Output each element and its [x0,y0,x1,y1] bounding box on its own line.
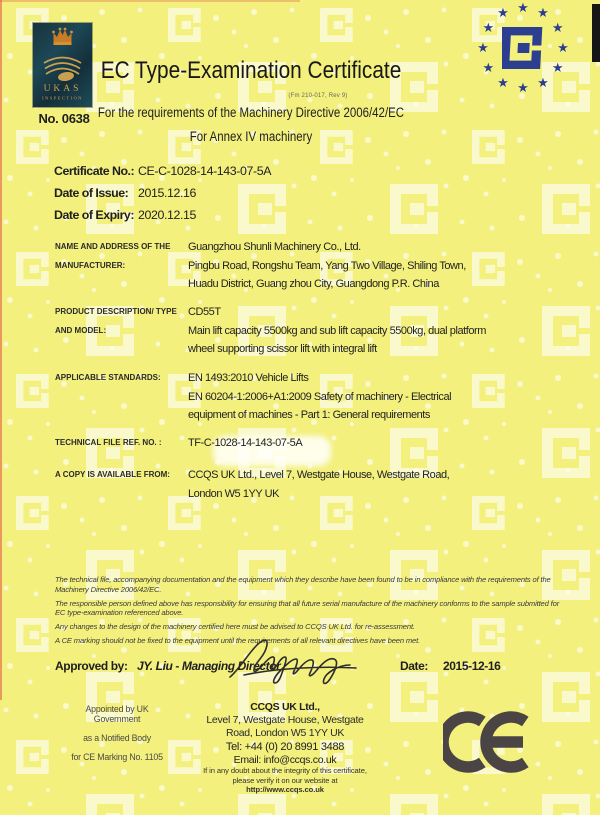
svg-text:INSPECTION: INSPECTION [42,95,83,101]
issuer-contact-block [160,701,410,795]
form-revision-note: (Fm 210-017, Rev 9) [288,93,348,99]
scan-corner-strip [592,4,600,62]
copy-available-label: A COPY IS AVAILABLE FROM: [55,470,170,479]
manufacturer-section [55,238,555,294]
copy-available-value: CCQS UK Ltd., Level 7, Westgate House, Westgate Road, London W5 1YY UK [188,469,450,500]
manufacturer-label: NAME AND ADDRESS OF THE MANUFACTURER: [55,242,171,270]
eu-star-icon: ★ [517,0,529,15]
eu-star-icon: ★ [517,80,529,95]
notified-body-note: Appointed by UK Government as a Notified Body for CE Marking No. 1105 [71,704,163,762]
ce-mark-icon [443,706,539,776]
certificate-number-value: CE-C-1028-14-143-07-5A [138,164,272,178]
eu-star-icon: ★ [497,5,509,21]
manufacturer-value: Guangzhou Shunli Machinery Co., Ltd. Pingbu Road, Rongshu Team, Yang Two Village, Shiling Town, Huadu District, Guang zhou City, Guangdong P.R. China [188,241,466,290]
eu-star-icon: ★ [477,40,489,55]
certificate-number-row [54,164,474,178]
eu-star-icon: ★ [551,20,564,35]
ukas-eye-icon [44,58,81,75]
product-description-label: PRODUCT DESCRIPTION/ TYPE AND MODEL: [55,307,177,335]
crown-icon [52,28,73,45]
certificate-number-label: Certificate No.: [54,164,135,178]
ukas-badge-art [33,23,92,107]
date-of-issue-label: Date of Issue: [54,186,129,200]
technical-file-label: TECHNICAL FILE REF. NO. : [55,438,162,447]
issuer-name: CCQS UK Ltd., [250,701,320,713]
legal-paragraph-responsibility: The responsible person defined above has responsibility for ensuring that all future serial manufacture of the machinery conforms to the sample submitted for EC type-examination referenced above. [55,598,560,618]
legal-paragraph-ce-marking: A CE marking should not be fixed to the equipment until the requirements of all relevant directives have been met. [55,636,421,646]
issuer-address-line1: Level 7, Westgate House, Westgate [206,714,364,726]
eu-star-icon: ★ [537,5,549,21]
ccqs-e-logo-icon [502,25,544,71]
eu-star-icon: ★ [557,40,569,55]
technical-file-section [55,434,555,453]
issuer-phone: Tel: +44 (0) 20 8991 3488 [225,741,345,753]
applicable-standards-value: EN 1493:2010 Vehicle Lifts EN 60204-1:2006+A1:2009 Safety of machinery - Electrical equipment of machines - Part 1: General requirements [188,372,452,421]
directive-subtitle: For the requirements of the Machinery Directive 2006/42/EC [97,105,405,120]
eu-star-icon: ★ [482,20,495,35]
legal-paragraph-compliance: The technical file, accompanying documentation and the equipment which they describe have been found to be in compliance with the requirements of the Machinery Directive 2006/42/EC. [55,575,551,594]
issuer-address-line2: Road, London W5 1YY UK [225,727,345,739]
approval-date-value: 2015-12-16 [443,659,501,673]
certificate-title: EC Type-Examination Certificate [100,57,402,84]
eu-star-icon: ★ [551,60,564,75]
technical-file-value: TF-C-1028-14-143-07-5A [188,437,303,449]
verify-note-line2: please verify it on our website at [232,775,338,785]
applicable-standards-section [55,369,555,425]
date-label: Date: [400,659,429,673]
date-of-expiry-value: 2020.12.15 [138,208,197,222]
scan-edge-left [0,0,2,700]
issuer-email: Email: info@ccqs.co.uk [233,754,337,766]
approver-name: JY. Liu - Managing Director [137,659,281,673]
verify-note-line1: If in any doubt about the integrity of this certificate, [203,766,367,775]
product-description-section [55,303,555,359]
issuer-website: http://www.ccqs.co.uk [246,785,324,794]
date-of-expiry-row [54,208,474,222]
date-of-issue-row [54,186,474,200]
copy-available-section [55,466,555,503]
eu-star-icon: ★ [497,74,509,90]
svg-text:UKAS: UKAS [43,84,82,94]
legal-paragraph-changes: Any changes to the design of the machinery certified here must be advised to CCQS UK Ltd. for re-assessment. [55,622,415,632]
product-description-value: CD55T Main lift capacity 5500kg and sub lift capacity 5500kg, dual platform wheel supporting scissor lift with integral lift [188,306,486,355]
eu-star-icon: ★ [537,74,549,90]
ukas-inspection-badge [33,23,92,107]
approved-by-label: Approved by: [55,659,128,673]
scan-edge-top [0,0,300,2]
date-of-expiry-label: Date of Expiry: [54,208,134,222]
eu-star-icon: ★ [482,60,495,75]
applicable-standards-label: APPLICABLE STANDARDS: [55,373,161,382]
signature [222,635,367,685]
notified-body-number: No. 0638 [38,111,90,126]
date-of-issue-value: 2015.12.16 [138,186,197,200]
annex-subtitle: For Annex IV machinery [189,129,313,144]
